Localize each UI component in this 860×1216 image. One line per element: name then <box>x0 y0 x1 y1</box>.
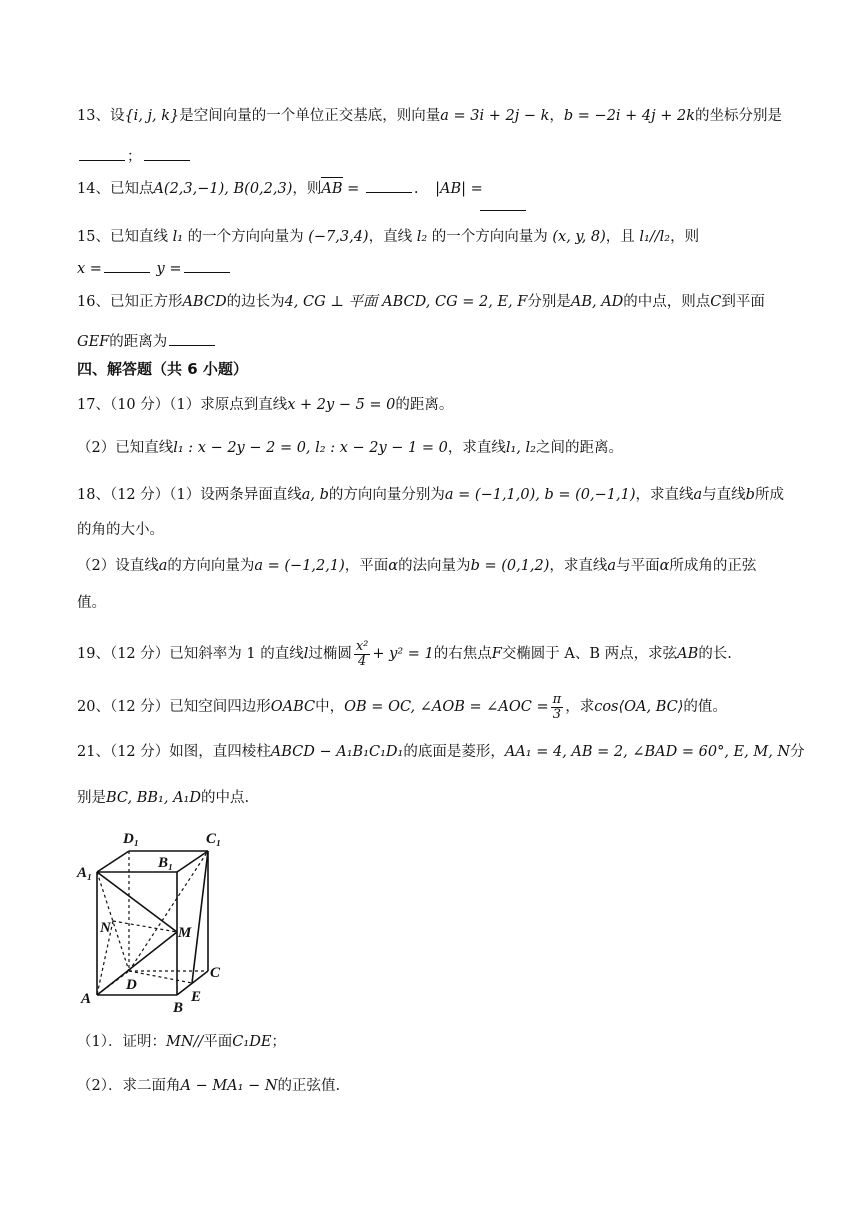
edge-a1-d1 <box>97 851 129 872</box>
problem-13-text: 是空间向量的一个单位正交基底，则向量 <box>179 108 441 124</box>
problem-17-number: 17、（10 分）（1）求原点到直线 <box>77 397 288 413</box>
problem-14-number: 14、已知点 <box>77 181 154 197</box>
problem-18-part1-line2: 的角的大小。 <box>77 522 164 538</box>
label-b: B <box>173 1000 184 1016</box>
text: 交椭圆于 A、B 两点，求弦 <box>501 646 678 662</box>
condition: 4, CG ⊥ 平面 ABCD, CG = 2, E, F <box>284 294 528 310</box>
problem-19-number: 19、（12 分）已知斜率为 1 的直线 <box>77 646 304 662</box>
problem-16-line2 <box>77 331 798 353</box>
answer-blank[interactable] <box>169 331 215 346</box>
problem-20-number: 20、（12 分）已知空间四边形 <box>77 699 271 715</box>
text: 分 <box>790 744 805 760</box>
problem-14-line2 <box>478 196 798 218</box>
vector-ab: AB <box>321 178 342 200</box>
text: （1）．证明： <box>77 1034 166 1050</box>
text: 的方向向量为 <box>167 558 255 574</box>
parallel-relation: l₁//l₂ <box>639 229 671 245</box>
label-c: C <box>210 965 221 981</box>
problem-13-line1 <box>77 105 798 127</box>
text: （2）设直线 <box>77 558 159 574</box>
line-equations: l₁ : x − 2y − 2 = 0, l₂ : x − 2y − 1 = 0 <box>173 440 448 456</box>
x-label: x = <box>77 261 102 277</box>
problem-13-number: 13、设 <box>77 108 125 124</box>
text: 的法向量为 <box>398 558 471 574</box>
text: 过椭圆 <box>308 646 352 662</box>
quadrilateral-oabc: OABC <box>270 699 316 715</box>
problem-21-number: 21、（12 分）如图，直四棱柱 <box>77 744 271 760</box>
label-e: E <box>191 989 202 1005</box>
text: 的中点. <box>200 790 250 806</box>
fraction <box>551 693 564 722</box>
edge-b1-c1 <box>177 851 208 872</box>
points-ab: A(2,3,−1), B(0,2,3) <box>153 181 293 197</box>
separator: ； <box>127 149 142 165</box>
text: 所成角的正弦 <box>669 558 757 574</box>
lines: l₁, l₂ <box>505 440 536 456</box>
text: 的中点，则点 <box>623 294 711 310</box>
lines-ab: a, b <box>301 487 329 503</box>
segments: AB, AD <box>570 294 624 310</box>
line-l1: l₁ <box>172 229 184 245</box>
problem-21-line1 <box>77 741 805 763</box>
focus-f: F <box>491 646 502 662</box>
plane-c1de: C₁DE <box>232 1034 272 1050</box>
label-m: M <box>178 925 192 941</box>
text: 中， <box>315 699 345 715</box>
problem-18-part2 <box>77 555 798 577</box>
text: ； <box>271 1034 286 1050</box>
line-l2: l₂ <box>416 229 428 245</box>
problem-13-tail: 的坐标分别是 <box>695 108 783 124</box>
problem-17-part2 <box>77 437 798 459</box>
abs-vector-ab: |AB| = <box>435 181 483 197</box>
section-heading: 四、解答题（共 6 小题） <box>77 360 248 378</box>
text: ，求直线 <box>635 487 694 503</box>
problem-19 <box>77 637 798 671</box>
problem-18-number: 18、（12 分）（1）设两条异面直线 <box>77 487 302 503</box>
text: 与平面 <box>616 558 660 574</box>
vector-a-expression: a = 3i + 2j − k <box>440 108 550 124</box>
answer-blank[interactable] <box>144 146 190 161</box>
problem-17-part1 <box>77 394 798 416</box>
answer-blank[interactable] <box>104 258 150 273</box>
label-a: A <box>81 991 92 1007</box>
text: 与直线 <box>702 487 746 503</box>
segment-mn: MN// <box>165 1034 204 1050</box>
answer-blank[interactable] <box>79 146 125 161</box>
line-a: a <box>693 487 703 503</box>
text: ，且 <box>605 229 635 245</box>
text: 的一个方向向量为 <box>431 229 548 245</box>
condition: OB = OC, ∠AOB = ∠AOC = <box>344 699 549 715</box>
separator: ， <box>549 108 564 124</box>
text: 的距离为 <box>109 334 168 350</box>
edge-c1-e <box>192 851 208 983</box>
label-d: D <box>126 977 137 993</box>
answer-blank[interactable] <box>184 258 230 273</box>
text: ，直线 <box>368 229 413 245</box>
ellipse-rest: + y² = 1 <box>372 646 434 662</box>
problem-20 <box>77 690 798 724</box>
dihedral-angle: A − MA₁ − N <box>180 1078 278 1094</box>
text: 的方向向量分别为 <box>328 487 445 503</box>
text: ，求直线 <box>447 440 506 456</box>
text: 所成 <box>754 487 784 503</box>
text: 的值。 <box>683 699 727 715</box>
text: 的长. <box>698 646 732 662</box>
direction-vectors: a = (−1,1,0), b = (0,−1,1) <box>444 487 636 503</box>
problem-16-line1 <box>77 291 798 313</box>
text: ，求 <box>565 699 595 715</box>
basis-set: {i, j, k} <box>124 108 180 124</box>
answer-blank[interactable] <box>480 196 526 211</box>
text: 的边长为 <box>226 294 285 310</box>
label-d1: D₁ <box>123 831 140 847</box>
prism-name: ABCD − A₁B₁C₁D₁ <box>270 744 404 760</box>
text: ，平面 <box>344 558 389 574</box>
text: 的正弦值. <box>277 1078 341 1094</box>
text: 分别是 <box>527 294 571 310</box>
text: 到平面 <box>721 294 765 310</box>
line-b: b <box>745 487 755 503</box>
line-a: a <box>607 558 617 574</box>
hidden-edge-n-m <box>113 921 177 932</box>
text: 别是 <box>77 790 106 806</box>
square-abcd: ABCD <box>182 294 227 310</box>
fraction <box>354 640 371 669</box>
text: 之间的距离。 <box>535 440 623 456</box>
label-a1: A₁ <box>77 865 93 881</box>
line-l: l <box>303 646 309 662</box>
vector-value: (−7,3,4) <box>308 229 369 245</box>
line-equation: x + 2y − 5 = 0 <box>287 397 396 413</box>
text: 的距离。 <box>395 397 454 413</box>
cosine-expression: cos⟨OA, BC⟩ <box>594 699 684 715</box>
text: （2）已知直线 <box>77 440 174 456</box>
problem-16-number: 16、已知正方形 <box>77 294 183 310</box>
problem-13-line2 <box>77 146 798 168</box>
problem-15-line1 <box>77 226 798 248</box>
prism-diagram <box>74 825 254 1029</box>
denominator: 3 <box>552 706 562 722</box>
label-b1: B₁ <box>158 855 174 871</box>
line-a: a <box>158 558 168 574</box>
point-c: C <box>710 294 722 310</box>
text: ，则 <box>670 229 700 245</box>
text: （2）．求二面角 <box>77 1078 181 1094</box>
problem-18-part2-line2: 值。 <box>77 595 106 611</box>
vector-b-expression: b = −2i + 4j + 2k <box>563 108 696 124</box>
equals: = <box>342 181 364 197</box>
numerator: π <box>552 691 562 707</box>
plane-gef: GEF <box>77 334 110 350</box>
problem-21-part2 <box>77 1075 798 1097</box>
label-c1: C₁ <box>206 831 222 847</box>
text: 的底面是菱形， <box>403 744 505 760</box>
prism-figure <box>74 825 254 1025</box>
chord-ab: AB <box>677 646 699 662</box>
problem-15-line2 <box>77 258 798 280</box>
midpoint-segments: BC, BB₁, A₁D <box>106 790 201 806</box>
answer-blank[interactable] <box>366 178 412 193</box>
problem-14-text: ，则 <box>292 181 322 197</box>
text: ，求直线 <box>549 558 608 574</box>
period: . <box>413 181 419 197</box>
denominator: 4 <box>357 653 367 669</box>
text: 平面 <box>203 1034 233 1050</box>
y-label: y = <box>156 261 182 277</box>
hidden-edge-d-e <box>129 971 192 983</box>
problem-15-number: 15、已知直线 <box>77 229 168 245</box>
problem-21-part1 <box>77 1031 798 1053</box>
text: 的右焦点 <box>433 646 492 662</box>
plane-alpha: α <box>388 558 399 574</box>
condition: AA₁ = 4, AB = 2, ∠BAD = 60°, E, M, N <box>504 744 791 760</box>
plane-alpha: α <box>659 558 670 574</box>
vector-value: (x, y, 8) <box>552 229 606 245</box>
label-n: N <box>100 920 111 936</box>
numerator: x² <box>355 638 369 654</box>
normal-vector: b = (0,1,2) <box>470 558 550 574</box>
text: 的一个方向向量为 <box>187 229 304 245</box>
problem-18-part1 <box>77 484 798 506</box>
direction-vector: a = (−1,2,1) <box>254 558 345 574</box>
problem-21-line2 <box>77 787 798 809</box>
